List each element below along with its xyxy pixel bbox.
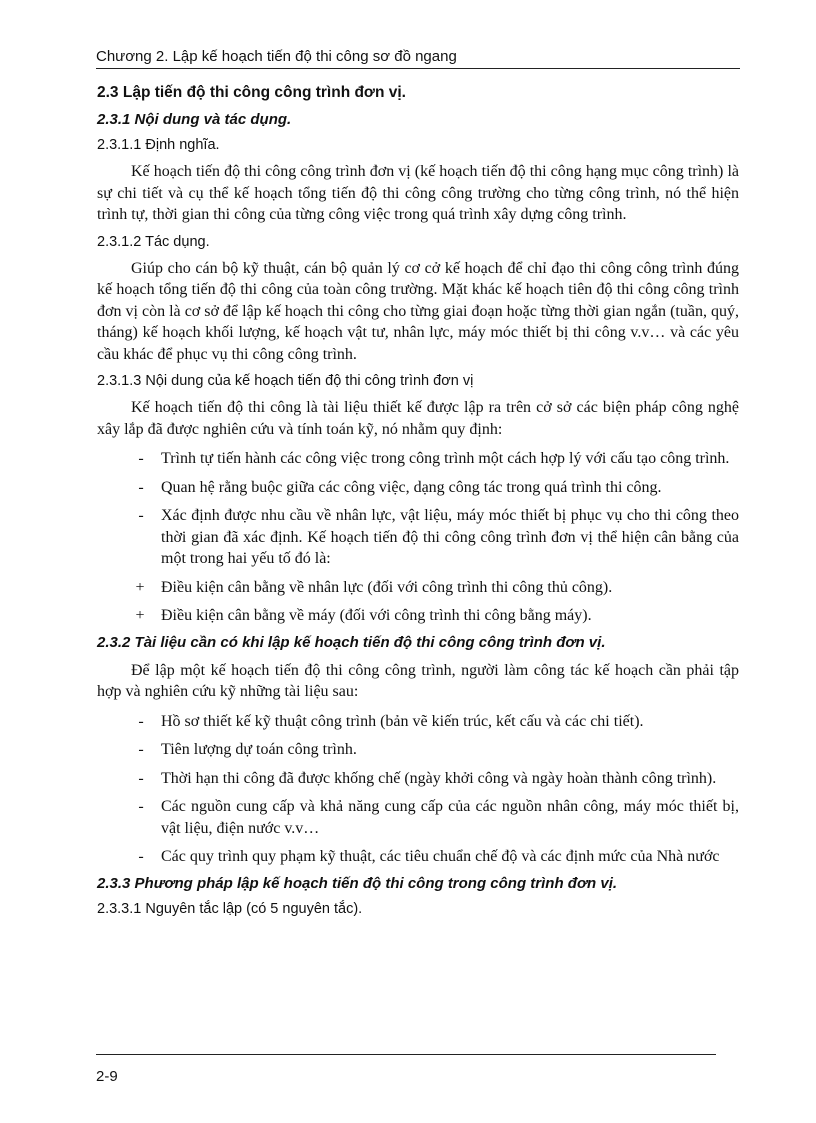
- subsection-title-2-3-2: 2.3.2 Tài liệu cần có khi lập kế hoạch tiến độ thi công công trình đơn vị.: [97, 633, 606, 651]
- list-dash: -: [138, 848, 144, 865]
- heading-2-3-1-2: 2.3.1.2 Tác dụng.: [97, 233, 210, 250]
- heading-2-3-1-3: 2.3.1.3 Nội dung của kế hoạch tiến độ thi công trình đơn vị: [97, 373, 474, 389]
- paragraph-purpose: Giúp cho cán bộ kỹ thuật, cán bộ quản lý cơ cở kế hoạch để chỉ đạo thi công công trình đúng kế hoạch tổng tiến độ thi công của toàn công trường. Mặt khác kế hoạch tiên độ thi công công trình đơn vị còn là cơ sở để lập kế hoạch thi công cho từng giai đoạn hoặc từng thời gian ngắn (tuần, quý, tháng) kế hoạch khối lượng, kế hoạch vật tư, nhân lực, máy móc thiết bị thi công v.v… và các yêu cầu khác để phục vụ thi công công trình.: [97, 259, 739, 363]
- footer-divider: [96, 1054, 716, 1055]
- page-content: [97, 84, 739, 925]
- list-item: [97, 768, 739, 790]
- list-dash: -: [138, 507, 144, 524]
- list-item: [97, 505, 739, 570]
- list-dash: -: [138, 450, 144, 467]
- running-header: Chương 2. Lập kế hoạch tiến độ thi công sơ đồ ngang: [96, 48, 457, 65]
- list-item-text: Tiên lượng dự toán công trình.: [161, 741, 357, 758]
- section-title-2-3: 2.3 Lập tiến độ thi công công trình đơn vị.: [97, 84, 406, 101]
- paragraph-documents: Để lập một kế hoạch tiến độ thi công công trình, người làm công tác kế hoạch cần phải tập hợp và nghiên cứu kỹ những tài liệu sau:: [97, 661, 739, 700]
- list-item-text: Điều kiện cân bằng về nhân lực (đối với công trình thi công thủ công).: [161, 578, 613, 596]
- header-divider: [96, 68, 740, 69]
- list-dash: -: [138, 798, 144, 815]
- list-item: [97, 577, 739, 599]
- list-item-text: Trình tự tiến hành các công việc trong công trình một cách hợp lý với cấu tạo công trình.: [161, 450, 730, 467]
- content-list: [97, 448, 739, 627]
- list-plus: +: [135, 578, 145, 596]
- list-plus: +: [135, 607, 145, 624]
- list-item: [97, 796, 739, 839]
- page-number: 2-9: [96, 1068, 118, 1085]
- list-item-text: Xác định được nhu cầu về nhân lực, vật liệu, máy móc thiết bị phục vụ cho thi công theo thời gian đã xác định. Kế hoạch tiến độ thi công công trình đơn vị thể hiện cân bằng của một trong hai yếu tố đó là:: [161, 507, 739, 567]
- list-dash: -: [138, 712, 144, 730]
- list-item: [97, 711, 739, 733]
- heading-2-3-3-1: 2.3.3.1 Nguyên tắc lập (có 5 nguyên tắc).: [97, 900, 363, 917]
- list-item-text: Hồ sơ thiết kế kỹ thuật công trình (bản vẽ kiến trúc, kết cấu và các chi tiết).: [161, 712, 644, 730]
- subsection-title-2-3-1: 2.3.1 Nội dung và tác dụng.: [97, 111, 292, 128]
- paragraph-content: Kế hoạch tiến độ thi công là tài liệu thiết kế được lập ra trên cở sở các biện pháp công nghệ xây lắp đã được nghiên cứu và tính toán kỹ, nó nhằm quy định:: [97, 399, 739, 438]
- list-dash: -: [138, 741, 144, 758]
- list-item: [97, 477, 739, 499]
- documents-list: [97, 711, 739, 868]
- list-item: [97, 739, 739, 761]
- paragraph-definition: Kế hoạch tiến độ thi công công trình đơn vị (kế hoạch tiến độ thi công hạng mục công trình) là sự chi tiết và cụ thể kế hoạch tổng tiến độ thi công công trường cho từng công trình, nó thể hiện trình tự, thời gian thi công của từng công việc trong quá trình xây dựng công trình.: [97, 163, 739, 223]
- list-item-text: Điều kiện cân bằng về máy (đối với công trình thi công bằng máy).: [161, 607, 592, 624]
- subsection-title-2-3-3: 2.3.3 Phương pháp lập kế hoạch tiến độ thi công trong công trình đơn vị.: [97, 874, 618, 892]
- list-item-text: Các quy trình quy phạm kỹ thuật, các tiêu chuẩn chế độ và các định mức của Nhà nước: [161, 848, 720, 865]
- list-dash: -: [138, 769, 144, 787]
- list-dash: -: [138, 478, 144, 496]
- list-item: [97, 448, 739, 470]
- list-item-text: Thời hạn thi công đã được khống chế (ngày khởi công và ngày hoàn thành công trình).: [161, 769, 717, 787]
- list-item: [97, 846, 739, 868]
- list-item: [97, 605, 739, 627]
- list-item-text: Các nguồn cung cấp và khả năng cung cấp của các nguồn nhân công, máy móc thiết bị, vật liệu, điện nước v.v…: [161, 798, 739, 837]
- list-item-text: Quan hệ rằng buộc giữa các công việc, dạng công tác trong quá trình thi công.: [161, 478, 662, 496]
- heading-2-3-1-1: 2.3.1.1 Định nghĩa.: [97, 137, 220, 153]
